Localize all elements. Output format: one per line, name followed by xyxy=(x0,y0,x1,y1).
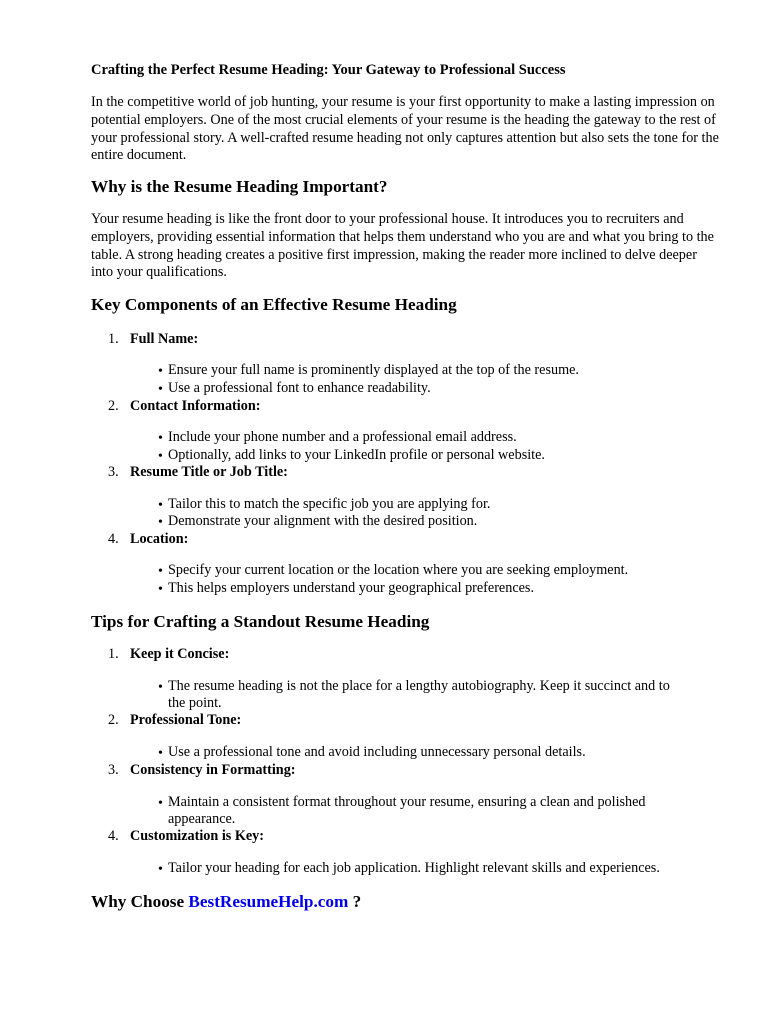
bullet-item: • Specify your current location or the location where you are seeking employment. xyxy=(158,562,629,579)
item-label: Location: xyxy=(130,531,189,547)
item-label: Full Name: xyxy=(130,331,199,347)
bullet-item: • Maintain a consistent format throughout your resume, ensuring a clean and polished appearance. xyxy=(158,794,646,827)
item-label: Customization is Key: xyxy=(130,828,264,844)
bullet-item: • Demonstrate your alignment with the desired position. xyxy=(158,513,478,530)
bullet-item: • Ensure your full name is prominently displayed at the top of the resume. xyxy=(158,362,579,379)
item-number: 2. xyxy=(108,712,119,728)
item-number: 1. xyxy=(108,646,119,662)
bullet-icon: • xyxy=(158,564,163,579)
bullet-icon: • xyxy=(158,862,163,877)
item-number: 4. xyxy=(108,828,119,844)
item-label: Keep it Concise: xyxy=(130,646,230,662)
heading-key-components: Key Components of an Effective Resume Heading xyxy=(91,295,457,314)
item-number: 3. xyxy=(108,762,119,778)
bullet-item: • This helps employers understand your geographical preferences. xyxy=(158,580,534,597)
bullet-icon: • xyxy=(158,796,163,811)
item-number: 1. xyxy=(108,331,119,347)
heading-why-choose: Why Choose BestResumeHelp.com ? xyxy=(91,892,362,911)
bullet-icon: • xyxy=(158,680,163,695)
document-title: Crafting the Perfect Resume Heading: Your Gateway to Professional Success xyxy=(91,62,566,78)
item-number: 2. xyxy=(108,398,119,414)
bullet-icon: • xyxy=(158,431,163,446)
bullet-item: • Use a professional font to enhance readability. xyxy=(158,380,431,397)
item-label: Consistency in Formatting: xyxy=(130,762,296,778)
heading-tips: Tips for Crafting a Standout Resume Heading xyxy=(91,612,430,631)
intro-paragraph: In the competitive world of job hunting, your resume is your first opportunity to make a lasting impression on potential employers. One of the most crucial elements of your resume is the heading the gateway to the rest of your professional story. A well-crafted resume heading not only captures attention but also sets the tone for the entire document. xyxy=(91,94,719,164)
bullet-icon: • xyxy=(158,449,163,464)
bullet-item: • Include your phone number and a professional email address. xyxy=(158,429,517,446)
item-number: 3. xyxy=(108,464,119,480)
bullet-icon: • xyxy=(158,364,163,379)
heading-why-important: Why is the Resume Heading Important? xyxy=(91,177,388,196)
bullet-icon: • xyxy=(158,382,163,397)
why-important-paragraph: Your resume heading is like the front door to your professional house. It introduces you to recruiters and employers, providing essential information that helps them understand who you are and what you bring to the table. A strong heading creates a positive first impression, making the reader more inclined to delve deeper into your qualifications. xyxy=(91,211,714,281)
bullet-item: • Tailor your heading for each job application. Highlight relevant skills and experiences. xyxy=(158,860,660,877)
bullet-item: • The resume heading is not the place for a lengthy autobiography. Keep it succinct and to the point. xyxy=(158,678,670,711)
bullet-item: • Optionally, add links to your LinkedIn profile or personal website. xyxy=(158,447,545,464)
bullet-icon: • xyxy=(158,498,163,513)
bullet-icon: • xyxy=(158,515,163,530)
bullet-icon: • xyxy=(158,582,163,597)
bestresumehelp-link[interactable]: BestResumeHelp.com xyxy=(188,892,349,911)
item-label: Contact Information: xyxy=(130,398,261,414)
item-number: 4. xyxy=(108,531,119,547)
item-label: Resume Title or Job Title: xyxy=(130,464,288,480)
bullet-item: • Use a professional tone and avoid including unnecessary personal details. xyxy=(158,744,586,761)
bullet-item: • Tailor this to match the specific job you are applying for. xyxy=(158,496,491,513)
bullet-icon: • xyxy=(158,746,163,761)
item-label: Professional Tone: xyxy=(130,712,242,728)
